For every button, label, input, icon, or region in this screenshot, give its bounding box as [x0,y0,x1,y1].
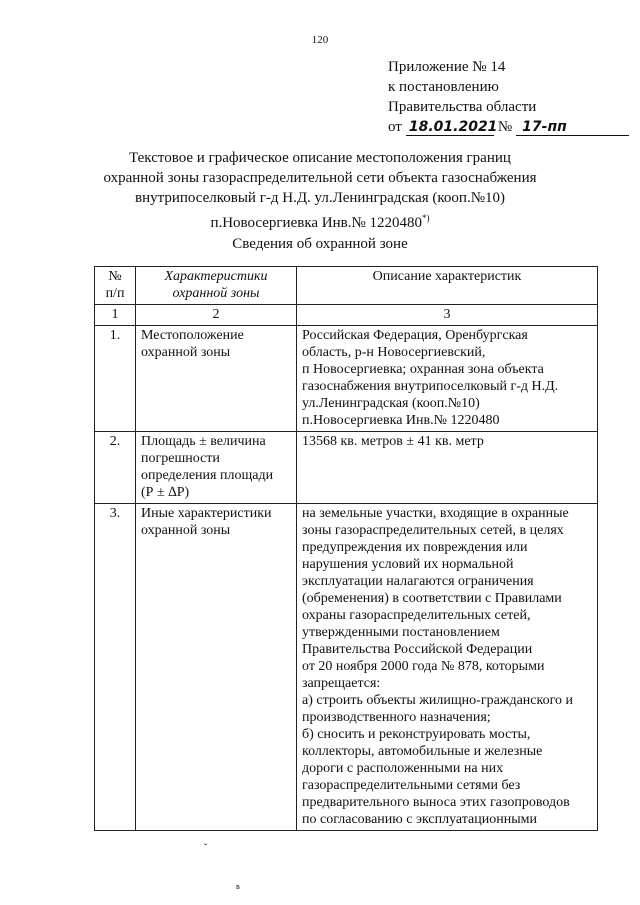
document-title [60,148,580,233]
text-line: зоны газораспределительных сетей, в целях [302,523,564,538]
page-number: 120 [311,34,329,46]
appendix-block [388,57,629,137]
text-line: утвержденными постановлением [302,625,500,640]
header-col-1-line: № [108,269,122,284]
header-col-3: Описание характеристик [297,267,598,305]
appendix-line-2: к постановлению [388,79,499,95]
header-col-1-line: п/п [105,286,125,301]
column-number: 1 [95,305,136,326]
stray-mark: ˇ [204,843,208,854]
header-col-2 [136,267,297,305]
text-line: от 20 ноября 2000 года № 878, которыми [302,659,545,674]
text-line: (Р ± ∆Р) [141,485,190,500]
text-line: охранной зоны [141,345,231,360]
appendix-date-line [388,117,629,137]
text-line: по согласованию с эксплуатационными [302,812,537,827]
title-line-4: п.Новосергиевка Инв.№ 1220480 [210,215,423,231]
appendix-line-1: Приложение № 14 [388,59,506,75]
table-row [95,326,598,432]
text-line: охранной зоны [141,523,231,538]
text-line: предварительного выноса этих газопроводов [302,795,570,810]
text-line: Иные характеристики [141,506,272,521]
text-line: Правительства Российской Федерации [302,642,533,657]
text-line: нарушения условий их нормальной [302,557,514,572]
appendix-line-3: Правительства области [388,99,537,115]
table-row [95,504,598,831]
text-line: предупреждения их повреждения или [302,540,528,555]
header-col-1 [95,267,136,305]
title-line-2: охранной зоны газораспределительной сети объекта газоснабжения [103,170,537,186]
row-number: 3. [95,504,136,831]
text-line: охраны газораспределительных сетей, [302,608,531,623]
footnote-mark: *) [422,213,430,223]
text-line: газораспределительными сетями без [302,778,521,793]
row-characteristic [136,504,297,831]
header-col-2-line: охранной зоны [172,286,260,301]
stray-mark: ʙ [236,882,240,891]
row-description [297,432,598,504]
text-line: запрещается: [302,676,381,691]
row-number: 1. [95,326,136,432]
handwritten-date: 18.01.2021 [406,119,494,136]
text-line: 13568 кв. метров ± 41 кв. метр [302,434,484,449]
text-line: п Новосергиевка; охранная зона объекта [302,362,544,377]
handwritten-number: 17-пп [516,119,629,136]
section-subtitle: Сведения об охранной зоне [232,236,408,252]
text-line: б) сносить и реконструировать мосты, [302,727,531,742]
text-line: ул.Ленинградская (кооп.№10) [302,396,480,411]
text-line: коллекторы, автомобильные и железные [302,744,543,759]
text-line: (обременения) в соответствии с Правилами [302,591,562,606]
text-line: на земельные участки, входящие в охранные [302,506,569,521]
column-number-row [95,305,598,326]
table-header-row [95,267,598,305]
text-line: дороги с расположенными на них [302,761,504,776]
row-characteristic [136,432,297,504]
text-line: Российская Федерация, Оренбургская [302,328,528,343]
text-line: п.Новосергиевка Инв.№ 1220480 [302,413,500,428]
row-description [297,326,598,432]
text-line: газоснабжения внутрипоселковый г-д Н.Д. [302,379,559,394]
column-number: 3 [297,305,598,326]
number-sign: № [497,119,513,135]
row-characteristic [136,326,297,432]
text-line: эксплуатации налагаются ограничения [302,574,534,589]
zone-info-table [94,266,598,831]
date-prefix: от [388,119,402,135]
text-line: определения площади [141,468,274,483]
text-line: а) строить объекты жилищно-гражданского и [302,693,573,708]
table-row [95,432,598,504]
text-line: область, р-н Новосергиевский, [302,345,486,360]
title-line-4-wrap [60,208,580,233]
column-number: 2 [136,305,297,326]
title-line-1: Текстовое и графическое описание местоположения границ [129,150,511,166]
text-line: Местоположение [141,328,244,343]
text-line: производственного назначения; [302,710,491,725]
text-line: Площадь ± величина [141,434,266,449]
text-line: погрешности [141,451,220,466]
title-line-3: внутрипоселковый г-д Н.Д. ул.Ленинградская (кооп.№10) [134,190,506,206]
header-col-2-line: Характеристики [164,269,268,284]
row-description [297,504,598,831]
row-number: 2. [95,432,136,504]
